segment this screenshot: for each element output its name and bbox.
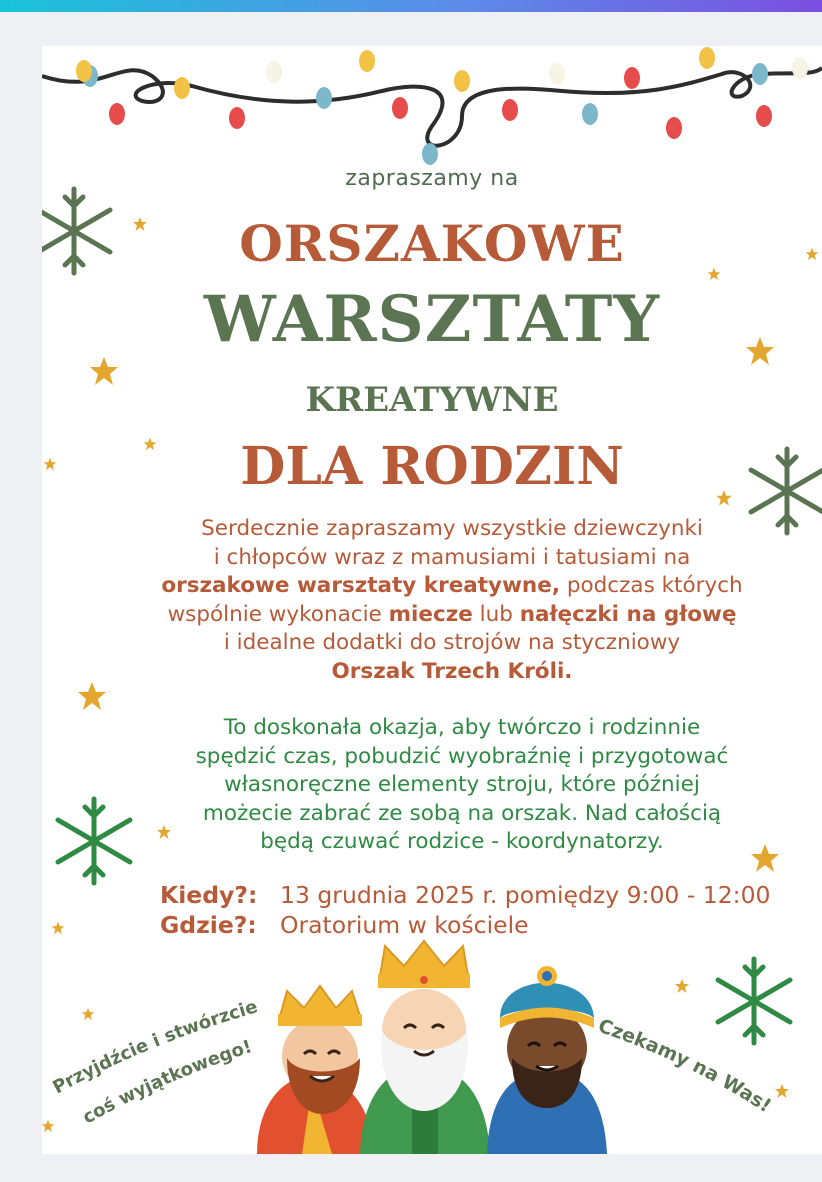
poster bbox=[42, 46, 822, 1154]
footer-right-text: Czekamy na Was! bbox=[595, 1014, 776, 1118]
paragraph-text: lub bbox=[472, 601, 520, 627]
top-gradient-bar bbox=[0, 0, 822, 12]
paragraph-text: podczas których bbox=[560, 573, 743, 598]
paragraph-line: możecie zabrać ze sobą na orszak. Nad całością bbox=[202, 800, 722, 826]
paragraph-text: wspólnie wykonacie bbox=[167, 601, 389, 627]
title-line-3: KREATYWNE bbox=[305, 380, 559, 420]
paragraph-line: spędzić czas, pobudzić wyobraźnię i przygotować bbox=[195, 743, 729, 769]
invite-line: zapraszamy na bbox=[345, 166, 519, 191]
paragraph-line: będą czuwać rodzice - koordynatorzy. bbox=[260, 829, 664, 854]
bold-phrase: Orszak Trzech Króli. bbox=[331, 658, 573, 684]
where-label: Gdzie?: bbox=[160, 911, 257, 939]
footer-left-line-1: Przyjdźcie i stwórzcie bbox=[49, 996, 261, 1099]
curved-footer-text bbox=[42, 46, 822, 1154]
bold-phrase: orszakowe warsztaty kreatywne, bbox=[161, 573, 560, 598]
paragraph-line: To doskonała okazja, aby twórczo i rodzinnie bbox=[223, 715, 701, 740]
bold-phrase: nałęczki na głowę bbox=[519, 601, 737, 627]
paragraph-line: i chłopców wraz z mamusiami i tatusiami na bbox=[213, 544, 691, 570]
where-value: Oratorium w kościele bbox=[280, 911, 529, 939]
paragraph-line: własnoręczne elementy stroju, które później bbox=[224, 772, 700, 797]
paragraph-line: i idealne dodatki do strojów na styczniowy bbox=[223, 630, 681, 655]
title-line-4: DLA RODZIN bbox=[240, 436, 624, 497]
when-label: Kiedy?: bbox=[160, 881, 258, 909]
when-value: 13 grudnia 2025 r. pomiędzy 9:00 - 12:00 bbox=[280, 881, 771, 909]
footer-left-line-2: coś wyjątkowego! bbox=[79, 1036, 255, 1129]
title-line-2: WARSZTATY bbox=[203, 282, 661, 357]
paragraph-line: Serdecznie zapraszamy wszystkie dziewczynki bbox=[201, 516, 703, 541]
bold-phrase: miecze bbox=[388, 601, 473, 627]
title-line-1: ORSZAKOWE bbox=[239, 214, 625, 273]
